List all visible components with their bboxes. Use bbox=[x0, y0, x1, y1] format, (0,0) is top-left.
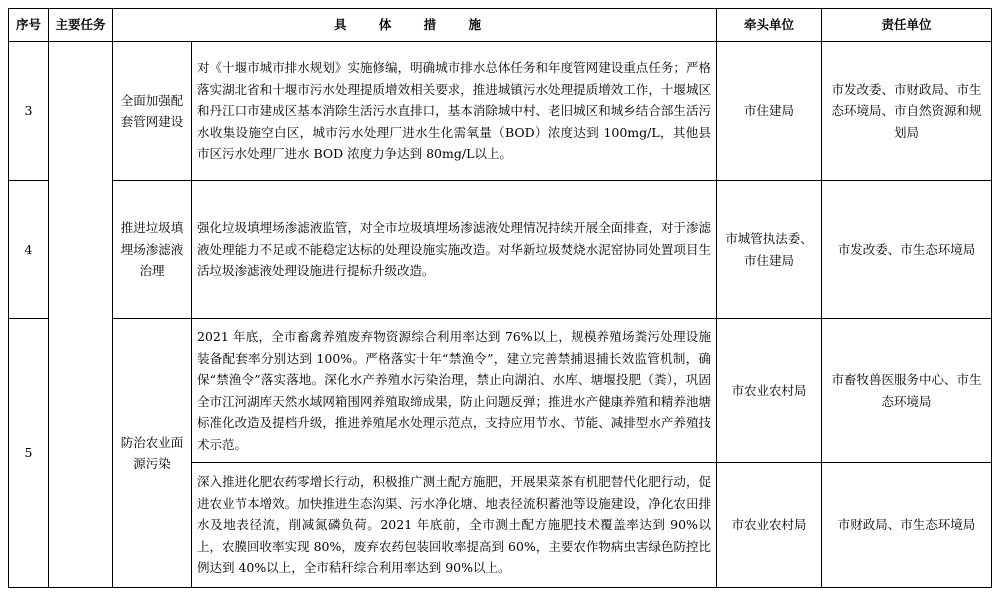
row-number: 4 bbox=[9, 181, 49, 319]
lead-unit-cell: 市农业农村局 bbox=[717, 319, 822, 463]
header-resp-unit: 责任单位 bbox=[822, 9, 992, 42]
main-task-cell bbox=[49, 42, 113, 588]
lead-unit-cell: 市城管执法委、市住建局 bbox=[717, 181, 822, 319]
header-lead-unit: 牵头单位 bbox=[717, 9, 822, 42]
row-number: 3 bbox=[9, 42, 49, 181]
lead-unit-cell: 市农业农村局 bbox=[717, 463, 822, 588]
measure-text: 强化垃圾填埋场渗滤液监管，对全市垃圾填埋场渗滤液处理情况持续开展全面排查，对于渗滤液处理能力不足或不能稳定达标的处理设施实施改造。对华新垃圾焚烧水泥窑协同处置项目生活垃圾渗滤液处理设施进行提标升级改造。 bbox=[197, 220, 711, 279]
measure-text: 对《十堰市城市排水规划》实施修编，明确城市排水总体任务和年度管网建设重点任务；严格落实湖北省和十堰市污水处理提质增效相关要求，推进城镇污水处理提质增效工作，十堰城区和丹江口市建成区基本消除生活污水直排口，基本消除城中村、老旧城区和城乡结合部生活污水收集设施空白区，城市污水处理厂进水生化需氧量（BOD）浓度达到 100mg/L，其他县市区污水处理厂进水 BOD 浓度力争达到 80mg/L以上。 bbox=[197, 60, 711, 162]
measure-cell bbox=[192, 181, 717, 319]
task-cell: 防治农业面源污染 bbox=[113, 319, 192, 588]
measure-text: 2021 年底，全市畜禽养殖废弃物资源综合利用率达到 76%以上，规模养殖场粪污处理设施装备配套率分别达到 100%。严格落实十年“禁渔令”，建立完善禁捕退捕长效监管机制，确保“禁渔令”落实落地。深化水产养殖水污染治理，禁止向湖泊、水库、塘堰投肥（粪），巩固全市江河湖库天然水域网箱围网养殖取缔成果，防止问题反弹；推进水产健康养殖和精养池塘标准化改造及提档升级，推进养殖尾水处理示范点，支持应用节水、节能、减排型水产养殖技术示范。 bbox=[197, 329, 711, 452]
header-row bbox=[9, 9, 992, 42]
header-no: 序号 bbox=[9, 9, 49, 42]
header-measures: 具 体 措 施 bbox=[113, 9, 717, 42]
measure-text: 深入推进化肥农药零增长行动，积极推广测土配方施肥，开展果菜茶有机肥替代化肥行动，促进农业节本增效。加快推进生态沟渠、污水净化塘、地表径流积蓄池等设施建设，净化农田排水及地表径流，削减氮磷负荷。2021 年底前，全市测土配方施肥技术覆盖率达到 90%以上，农膜回收率实现 80%，废弃农药包装回收率提高到 60%，主要农作物病虫害绿色防控比例达到 40%以上，全市秸秆综合利用率达到 90%以上。 bbox=[197, 474, 711, 576]
table-row bbox=[9, 181, 992, 319]
resp-unit-cell: 市财政局、市生态环境局 bbox=[822, 463, 992, 588]
measure-cell bbox=[192, 42, 717, 181]
header-main-task: 主要任务 bbox=[49, 9, 113, 42]
task-cell: 推进垃圾填埋场渗滤液治理 bbox=[113, 181, 192, 319]
lead-unit-cell: 市住建局 bbox=[717, 42, 822, 181]
measure-cell bbox=[192, 319, 717, 463]
row-number: 5 bbox=[9, 319, 49, 588]
resp-unit-cell: 市发改委、市生态环境局 bbox=[822, 181, 992, 319]
resp-unit-cell: 市发改委、市财政局、市生态环境局、市自然资源和规划局 bbox=[822, 42, 992, 181]
table-row bbox=[9, 42, 992, 181]
task-cell: 全面加强配套管网建设 bbox=[113, 42, 192, 181]
table-row bbox=[9, 319, 992, 463]
resp-unit-cell: 市畜牧兽医服务中心、市生态环境局 bbox=[822, 319, 992, 463]
measure-cell bbox=[192, 463, 717, 588]
measures-table bbox=[8, 8, 992, 588]
